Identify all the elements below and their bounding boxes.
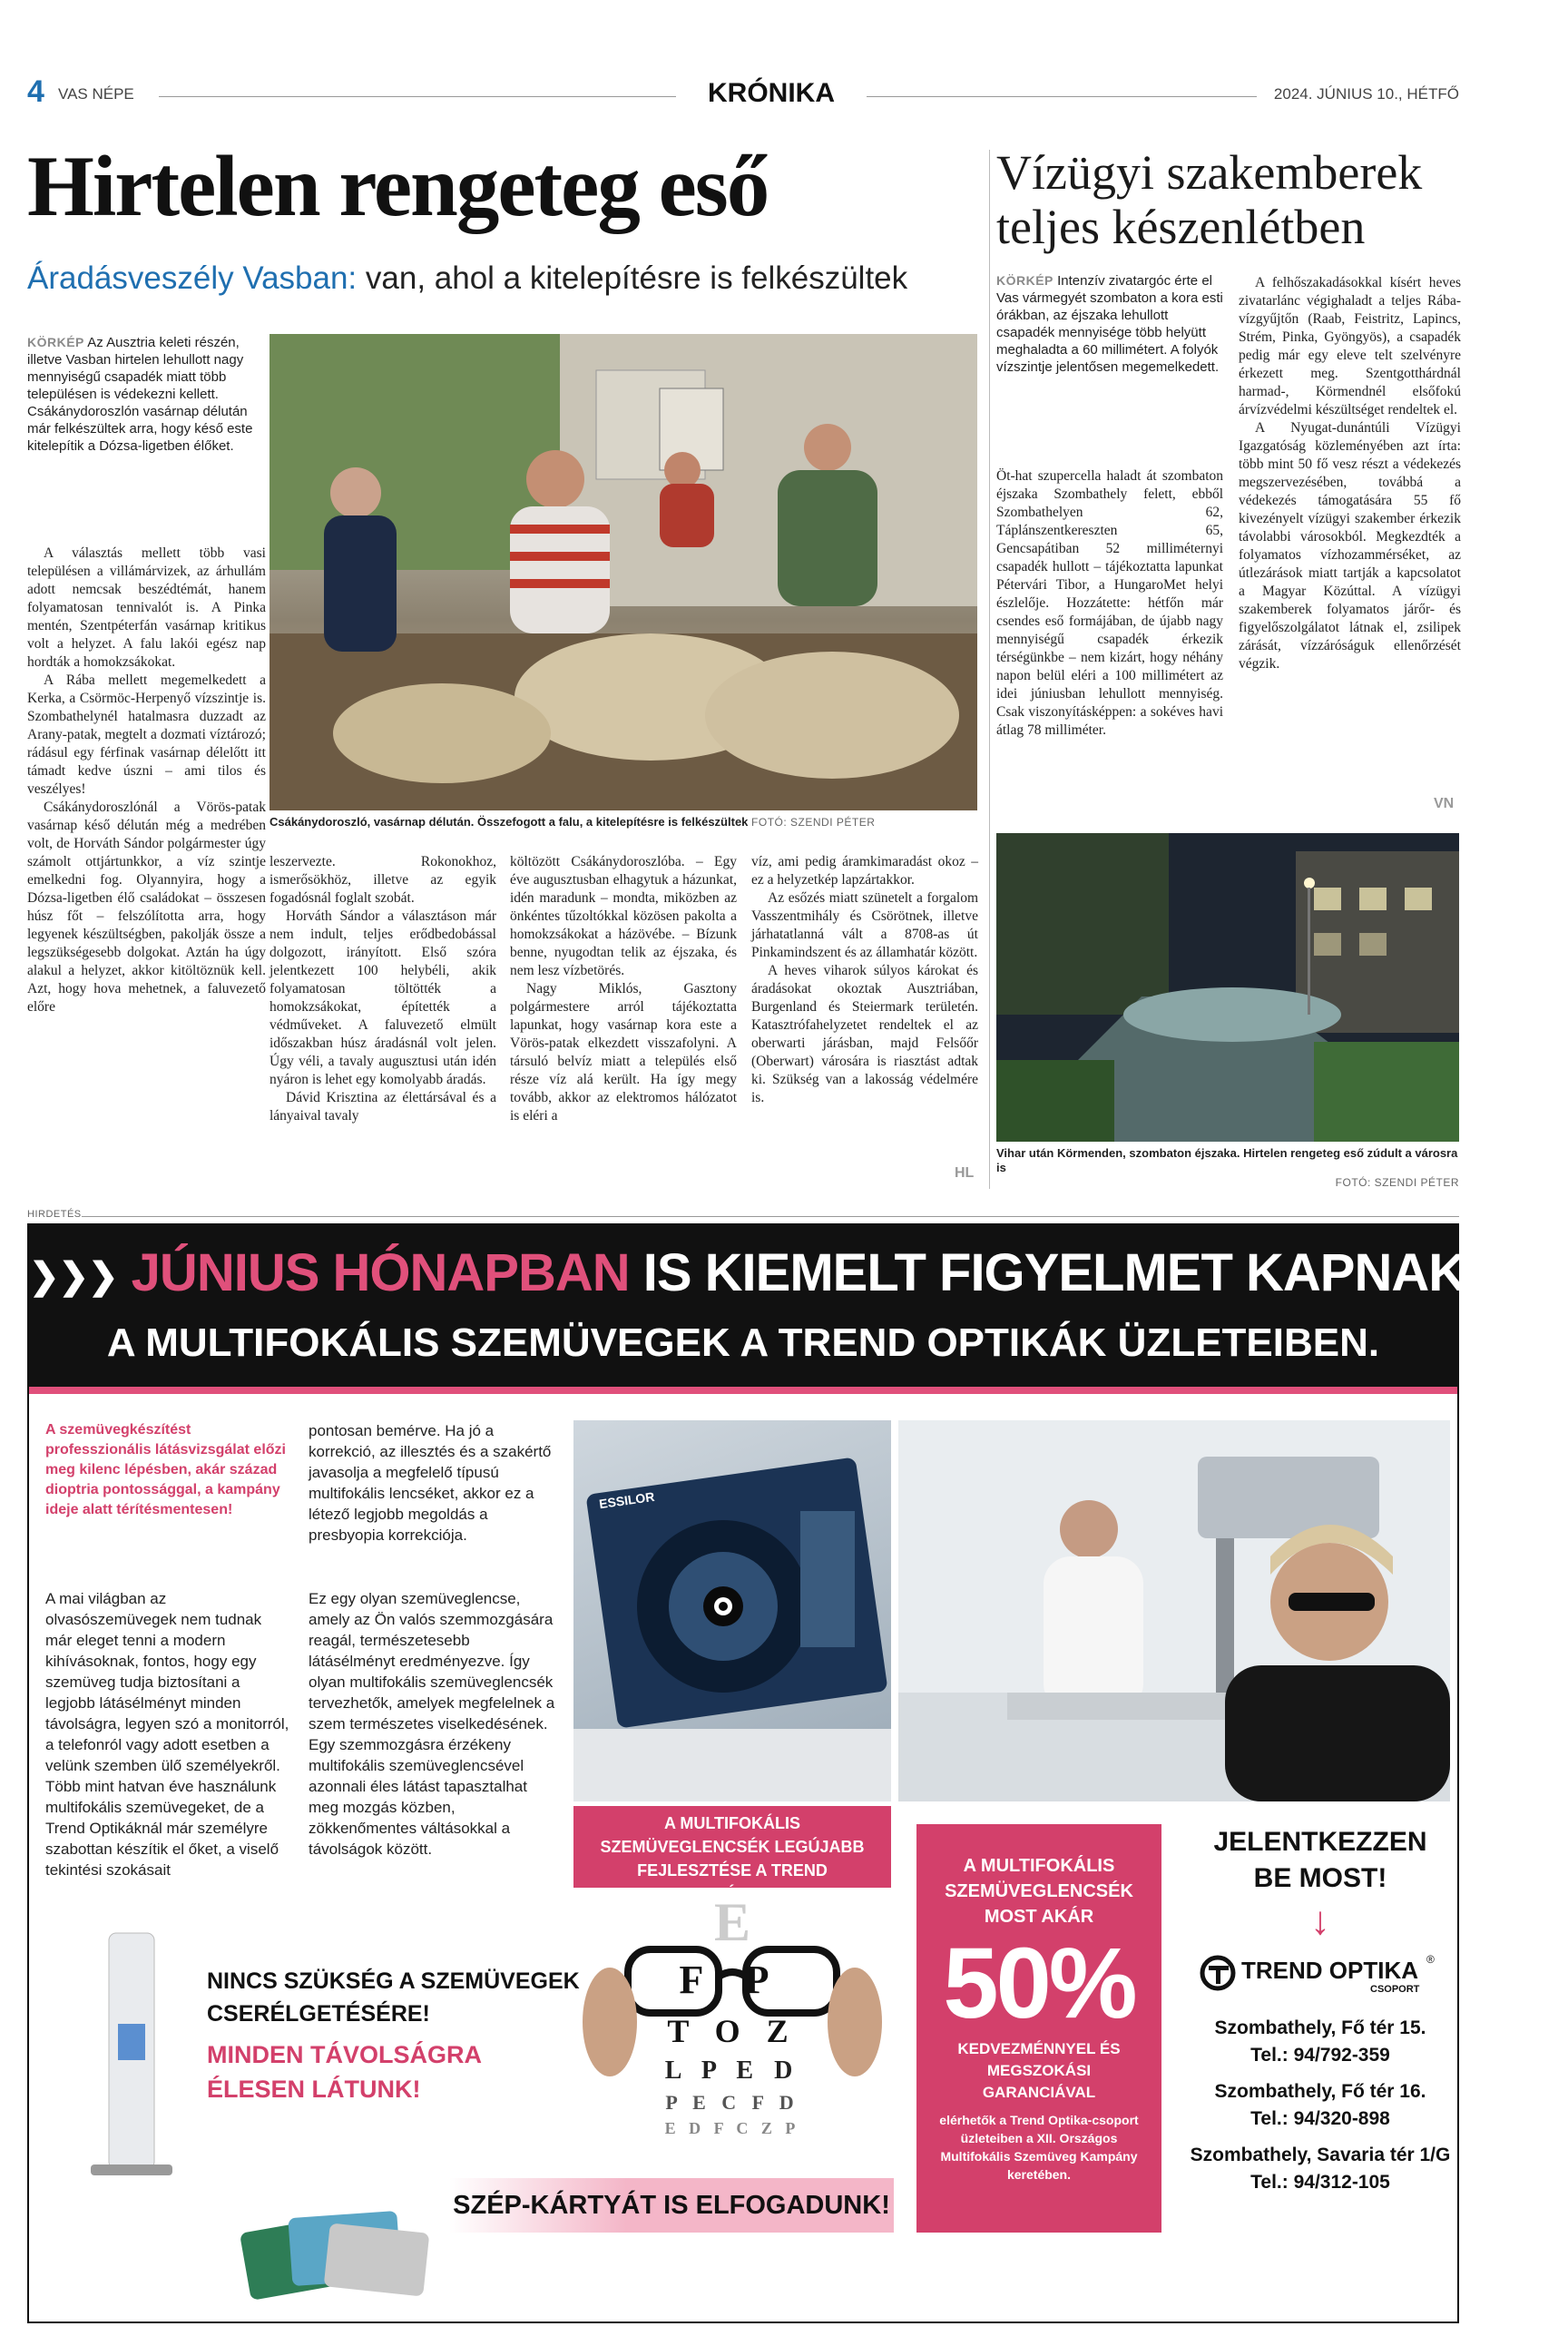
header-rule-left <box>159 96 676 97</box>
promo-percent: 50% <box>943 1928 1135 2039</box>
side-caption-text: Vihar után Körmenden, szombaton éjszaka. Hirtelen rengeteg eső zúdult a városra is <box>996 1146 1458 1174</box>
section-title: KRÓNIKA <box>708 78 835 108</box>
paragraph: Nagy Miklós, Gasztony polgármestere arról tájékoztatta lapunkat, hogy vasárnap kora este a Vörös-patak elkezdett visszafolyni. A társuló belvíz miatt a település első része víz alá került. Ha így megy tovább, akkor az elektromos hálózatot is eléri a <box>510 981 737 1124</box>
eye-scan-screen-icon <box>573 1420 891 1801</box>
promo-line2: KEDVEZMÉNNYEL ÉS MEGSZOKÁSI GARANCIÁVAL <box>957 2040 1121 2101</box>
shop-address: Szombathely, Fő tér 15. <box>1214 2017 1426 2038</box>
chart-line-2: F P <box>679 1958 786 2002</box>
ad-pink-tag: A MULTIFOKÁLIS SZEMÜVEGLENCSÉK LEGÚJABB FEJLESZTÉSE A TREND OPTIKÁKBAN! <box>573 1806 891 1888</box>
side-photo-credit: FOTÓ: SZENDI PÉTER <box>1335 1176 1459 1189</box>
no-swap-line1: NINCS SZÜKSÉG A SZEMÜVEGEK <box>207 1968 580 1994</box>
main-photo <box>270 334 977 810</box>
shop-item <box>1189 2078 1452 2133</box>
shop-phone[interactable]: Tel.: 94/792-359 <box>1250 2045 1390 2066</box>
side-lead-text: Intenzív zivatargóc érte el Vas vármegyét szombaton a kora esti órákban, az éjszaka lehullott csapadék mennyisége több helyütt meghaladta a 60 millimétert. A folyók vízszintje jelentősen megemelkedett. <box>996 273 1223 375</box>
shop-phone[interactable]: Tel.: 94/320-898 <box>1250 2108 1390 2129</box>
main-body-col3 <box>510 853 737 1125</box>
ad-eye-scan-image <box>573 1420 891 1801</box>
ad-optician-photo <box>898 1420 1450 1801</box>
paragraph: A választás mellett több vasi településen a villámárvizek, az árhullám adott nemcsak beszédtémát, hanem folyamatosan tennivalót is. A Pinka mentén, Szentpéterfán vasárnap kritikus volt a helyzet. A falu lakói egész nap hordták a homokzsákokat. <box>27 545 266 670</box>
paragraph: leszervezte. Rokonokhoz, ismerősökhöz, illetve az egyik fogadósnál foglalt szobát. <box>270 854 496 906</box>
szep-card-banner: SZÉP-KÁRTYÁT IS ELFOGADUNK! <box>449 2178 894 2233</box>
main-subhead <box>27 260 980 298</box>
side-body-col1 <box>996 467 1223 740</box>
screen-brand: ESSILOR <box>598 1488 656 1512</box>
chart-line-5: P E C F D <box>665 2091 799 2114</box>
main-caption-text: Csákánydoroszló, vasárnap délután. Összefogott a falu, a kitelepítésre is felkészültek <box>270 815 749 829</box>
paragraph: költözött Csákánydoroszlóba. – Egy éve augusztusban elhagytuk a házunkat, idén maradunk – mondta, miközben az önkéntes tűzoltókkal közösen pakolta a homokzsákokat a házövébe. – Bízunk benne, nyugodtan telik az éjszaka, és nem lesz vízbetörés. <box>510 854 737 978</box>
ad-body-col2b: Ez egy olyan szemüveglencse, amely az Ön valós szemmozgására reagál, természetesebb látásélményt eredményezve. Így olyan multifokális szemüveglencsék tervezhetők, amelyek megfelelnek a szem természetes viselkedésének. Egy szemmozgásra érzékeny multifokális szemüveglencsével azonnali éles látást tapasztalhat meg mozgás közben, zökkenőmentes váltásokkal a távolságok között. <box>309 1590 555 1858</box>
see-line1: MINDEN TÁVOLSÁGRA <box>207 2041 482 2068</box>
chart-line-3: T O Z <box>667 2013 798 2049</box>
brand-sub: CSOPORT <box>1370 1984 1420 1995</box>
main-lead-text: Az Ausztria keleti részén, illetve Vasban hirtelen lehullott nagy mennyiségű csapadék miatt több településen is védekezni kellett. Csákánydoroszlón vasárnap délután már felkészültek arra, hogy késő este kitelepítik a Dózsa-ligetben élőket. <box>27 335 253 454</box>
side-headline: Vízügyi szakemberek teljes készenlétben <box>996 145 1423 254</box>
down-arrow-icon: ↓ <box>1310 1899 1330 1943</box>
main-kicker: KÖRKÉP <box>27 335 84 349</box>
no-swap-line2: CSERÉLGETÉSÉRE! <box>207 2001 430 2027</box>
paragraph: A heves viharok súlyos károkat és áradásokat okoztak Ausztriában, Burgenland és Steiermark területén. Katasztrófahelyzetet rendeltek el az oberwarti járásban, majd Felsőőr (Oberwart) városára is riasztást adtak ki. Szükség van a lakosság védelmére is. <box>751 963 978 1105</box>
side-photo <box>996 833 1459 1142</box>
shop-address: Szombathely, Savaria tér 1/G <box>1190 2145 1451 2165</box>
see-line2: ÉLESEN LÁTUNK! <box>207 2076 421 2103</box>
banner-white-text: IS KIEMELT FIGYELMET KAPNAK <box>642 1243 1466 1302</box>
chart-line-6: E D F C Z P <box>664 2119 800 2137</box>
brand-name: TREND OPTIKA <box>1241 1957 1418 1984</box>
flood-sandbag-scene <box>270 334 977 810</box>
banner-pink-stripe <box>29 1387 1457 1394</box>
paragraph: Horváth Sándor a választáson már nem indult, teljes erődbedobással dolgozott, irányított. Első szóra jelentkezett 100 helybéli, akik folyamatosan töltötték a homokzsákokat, építették a védműveket. A faluvezető elmült időszakban húsz áradásnál volt jelen. Úgy véli, a tavaly augusztusi után idén nyáron is lehet egy komolyabb áradás. <box>270 908 496 1087</box>
issue-date: 2024. JÚNIUS 10., HÉTFŐ <box>1273 85 1459 103</box>
paragraph: Az esőzés miatt szünetelt a forgalom Vasszentmihály és Csörötnek, illetve járhatatlanná vált a 8708-as út Pinkamindszent és az államhatár között. <box>751 890 978 960</box>
trend-optika-logo-icon <box>1200 1955 1236 1991</box>
trend-optika-logo <box>1189 1951 1452 2009</box>
ad-body-col2a: pontosan bemérve. Ha jó a korrekció, az illesztés és a szakértő javasolja a megfelelő típusú multifokális lencséket, akkor ez a létező legjobb megoldás a presbyopia korrekciója. <box>309 1422 552 1544</box>
contact-title: JELENTKEZZEN BE MOST! <box>1213 1827 1427 1893</box>
shop-list <box>1189 2015 1452 2196</box>
shop-phone[interactable]: Tel.: 94/312-105 <box>1250 2172 1390 2193</box>
ad-body-col1: A mai világban az olvasószemüvegek nem tudnak már eleget tenni a modern kihívásoknak, fontos, hogy egy szemüveg tudja biztosítani a legjobb látásélményt minden távolságra, legyen szó a monitorról, a telefonról vagy adott esetben a velünk szemben ülő személyekről. Több mint hatvan éve használunk multifokális szemüvegeket, de a Trend Optikáknál már személyre szabottan készítik el őket, a viselő tekintési szokásait <box>45 1590 289 1879</box>
side-body-col2 <box>1239 274 1461 673</box>
side-signature: VN <box>1434 796 1455 811</box>
ad-cards-image <box>227 2178 436 2305</box>
promo-line1: A MULTIFOKÁLIS SZEMÜVEGLENCSÉK MOST AKÁR <box>945 1856 1133 1927</box>
arrows-left-icon: ❯❯❯ <box>29 1256 118 1297</box>
ad-banner <box>29 1225 1568 1387</box>
paragraph: víz, ami pedig áramkimaradást okoz – ez a helyzetkép lapzártakkor. <box>751 854 978 888</box>
publication-name: VAS NÉPE <box>58 85 134 103</box>
side-lead <box>996 272 1223 376</box>
storm-night-scene <box>996 833 1459 1142</box>
main-body-col4 <box>751 853 978 1107</box>
brand-reg: ® <box>1426 1953 1435 1966</box>
paragraph: Dávid Krisztina az élettársával és a lányaival tavaly <box>270 1090 496 1124</box>
banner-line1 <box>29 1242 1568 1309</box>
side-photo-caption <box>996 1146 1459 1190</box>
subhead-bold: Áradásveszély Vasban: <box>27 260 358 296</box>
chart-line-4: L P E D <box>664 2056 800 2085</box>
shop-address: Szombathely, Fő tér 16. <box>1214 2081 1426 2102</box>
ad-label: HIRDETÉS <box>27 1209 82 1220</box>
main-body-col2 <box>270 853 496 1125</box>
promo-small: elérhetők a Trend Optika-csoport üzleteiben a XII. Országos Multifokális Szemüveg Kampány keretében. <box>939 2113 1139 2182</box>
ad-promo-box <box>916 1824 1161 2233</box>
paragraph: A Rába mellett megemelkedett a Kerka, a Csörmöc-Herpenyő vízszintje is. Szombathelynél hatalmasra duzzadt az Arany-patak, megtelt a dozmati víztározó; rádásul egy férfinak vasárnap délelőtt itt támadt kedve úszni – ami tilos és veszélyes! <box>27 672 266 797</box>
page-header <box>27 74 1459 116</box>
main-signature: HL <box>955 1165 975 1181</box>
arrows-right-icon: ❮❮❮ <box>1479 1256 1568 1297</box>
ad-kiosk-image <box>73 1933 191 2178</box>
main-headline: Hirtelen rengeteg eső <box>27 138 769 234</box>
ad-intro: A szemüvegkészítést professzionális látásvizsgálat előzi meg kilenc lépésben, akár század dioptria pontossággal, a kampány ideje alatt térítésmentesen! <box>45 1422 286 1517</box>
no-swap-text <box>207 1965 588 2030</box>
column-separator <box>989 150 990 1189</box>
paragraph: Csákánydoroszlónál a Vörös-patak vasárnap késő délután még a medrében volt, de Horváth Sándor polgármester úgy számolt ottjártunkkor, a víz szintje emelkedni fog. Olyannyira, hogy a Dózsa-ligetben élő családokat – összesen húsz főt – felszólította arra, hogy legyenek készültségben, pakolják össze a legszükségesebb dolgokat. Aztán ha úgy alakul a helyzet, akkor kitöltöznük kell. Azt, hogy hova mehetnek, a faluvezető előre <box>27 800 266 1015</box>
banner-pink-text: JÚNIUS HÓNAPBAN <box>131 1243 630 1302</box>
main-lead <box>27 334 266 455</box>
paragraph: Öt-hat szupercella haladt át szombaton éjszaka Szombathely felett, ebből Szombathelyen 62, Táplánszentkereszten 65, Gencsapátiban 52 milliméternyi csapadék hullott – tájékoztatta lapunkat Pétervári Tibor, a HungaroMet helyi észlelője. Hozzátette: hétfőn már csendes eső formájában, de újabb nagy mennyiségű csapadék érkezik térségünkbe – nem kizárt, hogy néhány napon belül eléri a 100 millimétert az idei júniusban lehullott mennyiség. Csak viszonyításképpen: a sokéves havi átlag 78 milliméter. <box>996 468 1223 738</box>
ad-label-rule <box>82 1216 1459 1217</box>
banner-line2: A MULTIFOKÁLIS SZEMÜVEGEK A TREND OPTIKÁK ÜZLETEIBEN. <box>106 1320 1380 1365</box>
paragraph: A Nyugat-dunántúli Vízügyi Igazgatóság közleményében azt írta: több mint 50 fő vesz részt a védekezés megszervezésében, továbbá a védekezés támogatására 55 fő kivezényelt vízügyi szakember érkezik távolabbi városokból. Megkezdték a folyamatos vízhozammérséket, az útlezárások miatt tartják a kapcsolatot a Magyar Közúttal. A vízügyi szakemberek folyamatos járőr- és figyelőszolgálatot látnak el, zsilipek zárását, vízzáróságuk ellenőrzését végzik. <box>1239 420 1461 672</box>
shop-item <box>1189 2142 1452 2196</box>
chart-line-1: E <box>713 1892 751 1952</box>
subhead-rest: van, ahol a kitelepítésre is felkészültek <box>357 260 908 296</box>
shop-item <box>1189 2015 1452 2069</box>
szep-cards-icon <box>227 2178 436 2305</box>
kiosk-icon <box>73 1933 191 2178</box>
eye-exam-scene <box>898 1420 1450 1801</box>
page-number: 4 <box>27 74 44 109</box>
paragraph: A felhőszakadásokkal kísért heves zivatarlánc végighaladt a teljes Rába-vízgyűjtőn (Raab, Feistritz, Lapincs, Strém, Pinka, Gyöngyös), a csapadék pedig már egy eleve telt szelvényre érkezett meg. Szentgotthárdnál harmad-, Körmendnél elsőfokú árvízvédelmi készültséget rendeltek el. <box>1239 275 1461 417</box>
main-body-col1 <box>27 545 266 1016</box>
side-kicker: KÖRKÉP <box>996 273 1054 288</box>
main-photo-caption <box>270 815 995 829</box>
header-rule-right <box>867 96 1257 97</box>
ad-eye-chart <box>573 1892 891 2185</box>
main-photo-credit: FOTÓ: SZENDI PÉTER <box>751 816 876 829</box>
see-text <box>207 2037 588 2106</box>
ad-contact-box <box>1189 1824 1452 2251</box>
